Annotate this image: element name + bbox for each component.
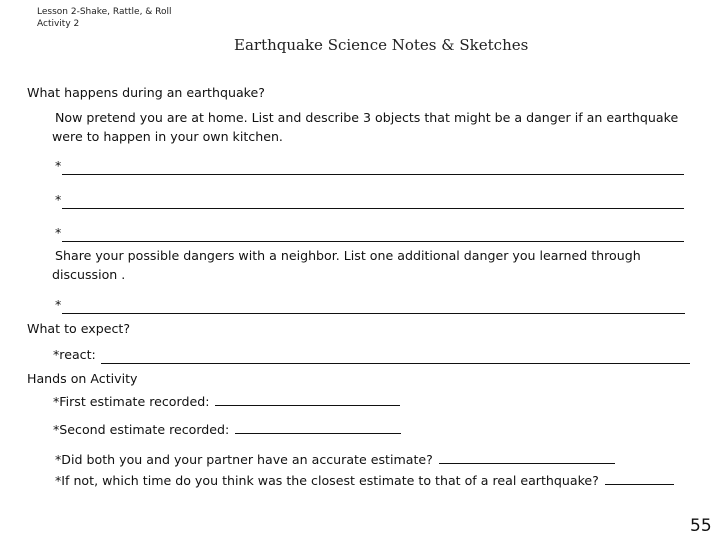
accuracy-blank[interactable] — [439, 451, 615, 464]
question-heading-happens: What happens during an earthquake? — [27, 85, 265, 100]
bullet: * — [55, 158, 62, 173]
closest-question-row[interactable] — [55, 471, 674, 490]
prompt-text-line2: were to happen in your own kitchen. — [52, 129, 283, 144]
blank-line[interactable] — [62, 229, 684, 242]
react-row[interactable] — [53, 345, 690, 364]
bullet: * — [55, 297, 62, 312]
second-estimate-row[interactable] — [53, 420, 401, 439]
lesson-label: Lesson 2-Shake, Rattle, & Roll — [37, 7, 172, 17]
second-estimate-blank[interactable] — [235, 421, 401, 434]
accuracy-question-row[interactable] — [55, 450, 615, 469]
answer-line-3[interactable] — [55, 223, 684, 242]
question-heading-expect: What to expect? — [27, 321, 131, 336]
section-heading-activity: Hands on Activity — [27, 371, 138, 386]
first-estimate-label: *First estimate recorded: — [53, 394, 210, 409]
closest-question-label: *If not, which time do you think was the closest estimate to that of a real earthquake? — [55, 473, 599, 488]
bullet: * — [55, 192, 62, 207]
closest-blank[interactable] — [605, 472, 674, 485]
activity-label: Activity 2 — [37, 19, 80, 29]
react-label: *react: — [53, 347, 96, 362]
page-title: Earthquake Science Notes & Sketches — [234, 36, 529, 54]
answer-line-2[interactable] — [55, 190, 684, 209]
bullet: * — [55, 225, 62, 240]
second-estimate-label: *Second estimate recorded: — [53, 422, 230, 437]
first-estimate-blank[interactable] — [215, 393, 400, 406]
react-blank[interactable] — [101, 351, 690, 364]
share-text-line2: discussion . — [52, 267, 126, 282]
answer-line-4[interactable] — [55, 295, 685, 314]
blank-line[interactable] — [62, 162, 684, 175]
answer-line-1[interactable] — [55, 156, 684, 175]
share-text-line1: Share your possible dangers with a neighbor. List one additional danger you learned through — [55, 248, 641, 263]
accuracy-question-label: *Did both you and your partner have an accurate estimate? — [55, 452, 433, 467]
blank-line[interactable] — [62, 301, 685, 314]
page-number: 55 — [690, 516, 712, 536]
first-estimate-row[interactable] — [53, 392, 400, 411]
blank-line[interactable] — [62, 196, 684, 209]
prompt-text-line1: Now pretend you are at home. List and describe 3 objects that might be a danger if an earthquake — [55, 110, 679, 125]
